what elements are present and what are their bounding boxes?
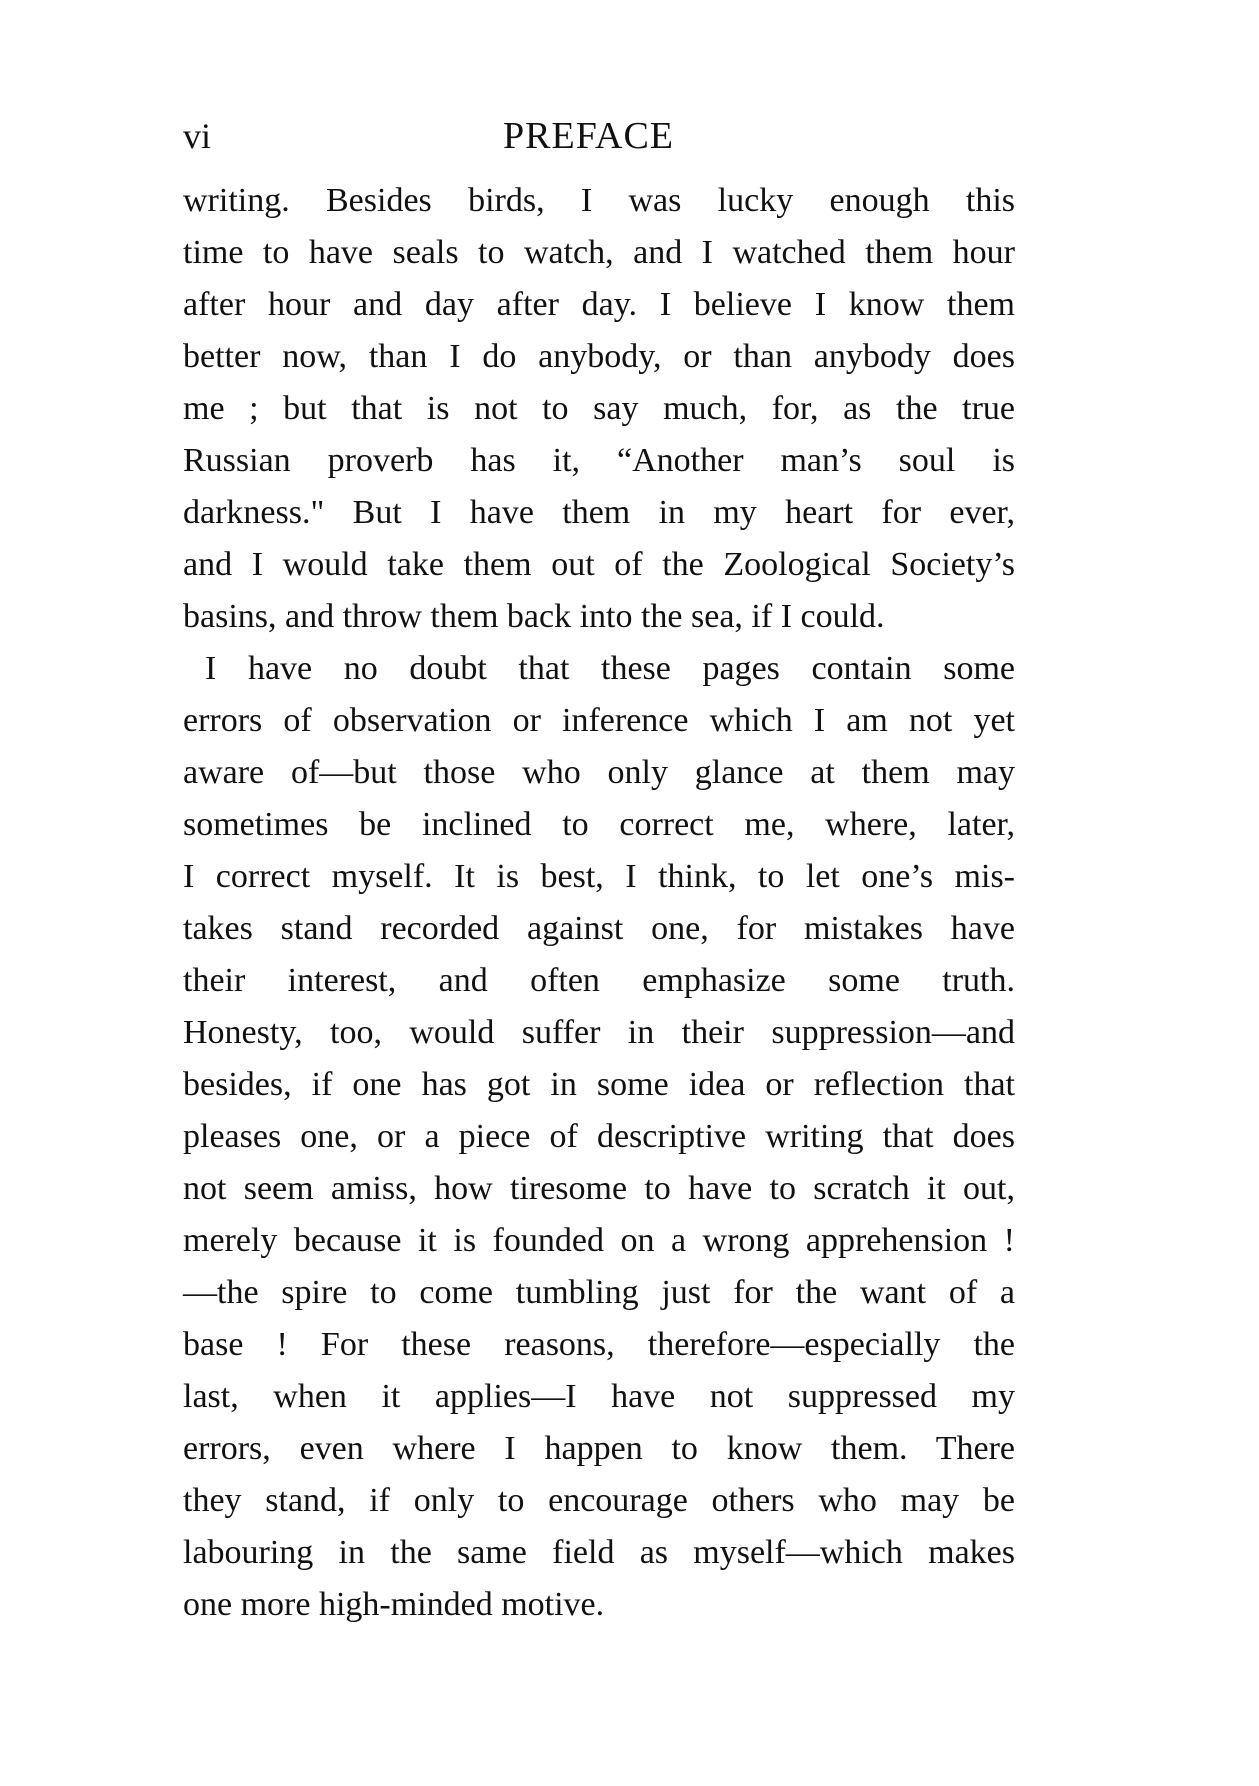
page-header [183, 112, 1015, 162]
text-line: me ; but that is not to say much, for, as the true [183, 390, 1015, 427]
text-line: merely because it is founded on a wrong apprehension ! [183, 1222, 1015, 1259]
text-line: Russian proverb has it, “Another man’s soul is [183, 442, 1015, 479]
text-line: basins, and throw them back into the sea, if I could. [183, 598, 885, 635]
text-line: I correct myself. It is best, I think, to let one’s mis- [183, 858, 1015, 895]
text-line: writing. Besides birds, I was lucky enough this [183, 182, 1015, 219]
text-line: labouring in the same field as myself—which makes [183, 1534, 1015, 1571]
page-number: vi [183, 116, 212, 156]
text-line: darkness." But I have them in my heart for ever, [183, 494, 1015, 531]
text-line: one more high-minded motive. [183, 1586, 605, 1623]
text-line: time to have seals to watch, and I watched them hour [183, 234, 1015, 271]
text-line: besides, if one has got in some idea or reflection that [183, 1066, 1015, 1103]
running-title: PREFACE [503, 115, 675, 157]
text-line: —the spire to come tumbling just for the want of a [183, 1274, 1015, 1311]
body-text [183, 175, 1015, 1631]
text-line: errors of observation or inference which I am not yet [183, 702, 1015, 739]
text-line: errors, even where I happen to know them. There [183, 1430, 1015, 1467]
text-line: Honesty, too, would suffer in their suppression—and [183, 1014, 1015, 1051]
text-line: their interest, and often emphasize some truth. [183, 962, 1015, 999]
text-line: after hour and day after day. I believe I know them [183, 286, 1015, 323]
text-line: takes stand recorded against one, for mistakes have [183, 910, 1015, 947]
text-line: sometimes be inclined to correct me, where, later, [183, 806, 1015, 843]
text-line: pleases one, or a piece of descriptive writing that does [183, 1118, 1015, 1155]
text-line: better now, than I do anybody, or than anybody does [183, 338, 1015, 375]
text-line: aware of—but those who only glance at them may [183, 754, 1015, 791]
paragraph-2 [183, 643, 1015, 1631]
text-line: they stand, if only to encourage others who may be [183, 1482, 1015, 1519]
text-line: base ! For these reasons, therefore—especially the [183, 1326, 1015, 1363]
text-line: last, when it applies—I have not suppressed my [183, 1378, 1015, 1415]
text-line: I have no doubt that these pages contain some [205, 650, 1015, 687]
text-line: and I would take them out of the Zoological Society’s [183, 546, 1015, 583]
paragraph-1 [183, 175, 1015, 643]
text-line: not seem amiss, how tiresome to have to scratch it out, [183, 1170, 1015, 1207]
